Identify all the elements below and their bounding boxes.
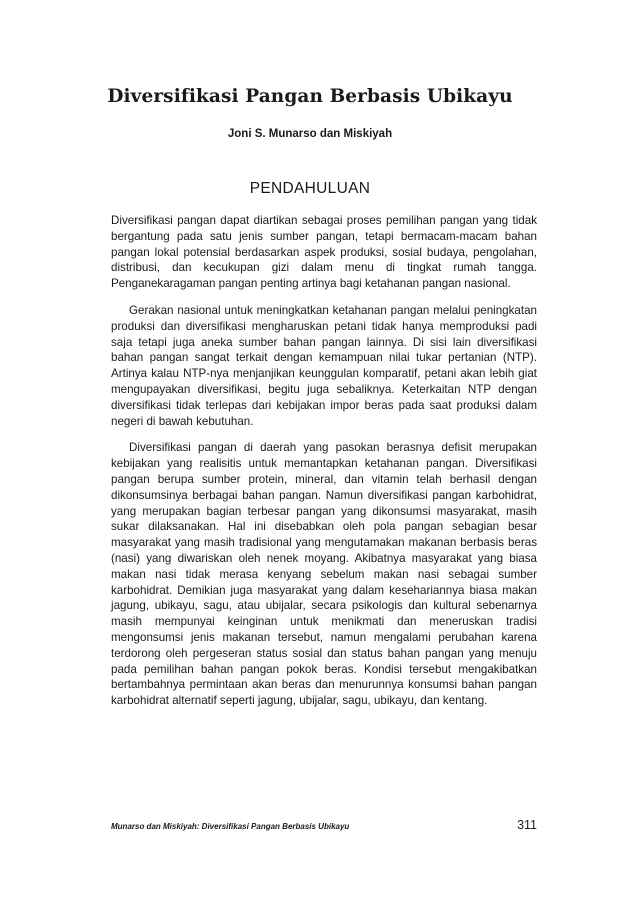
paragraph-3: Diversifikasi pangan di daerah yang pasokan berasnya defisit merupakan kebijakan yang realisitis untuk memantapkan ketahanan pangan. Diversifikasi pangan berupa sumber protein, mineral, dan vitamin telah berhasil dengan dikonsumsinya berbagai bahan pangan. Namun diversifikasi pangan karbohidrat, yang merupakan bagian terbesar pangan yang dikonsumsi masyarakat, masih sukar dilaksanakan. Hal ini disebabkan oleh pola pangan sebagian besar masyarakat yang masih tradisional yang mengutamakan makanan berbasis beras (nasi) yang diwariskan oleh nenek moyang. Akibatnya masyarakat yang biasa makan nasi tidak merasa kenyang sebelum makan nasi sebagai sumber karbohidrat. Demikian juga masyarakat yang dalam kesehariannya biasa makan jagung, ubikayu, sagu, atau ubijalar, secara psikologis dan kultural sebenarnya masih mempunyai keinginan untuk menikmati dan meneruskan tradisi mengonsumsi jenis makanan tersebut, namun mengalami perubahan karena terdorong oleh pergeseran status sosial dan status bahan pangan yang menuju pada pemilihan bahan pangan pokok beras. Kondisi tersebut mengakibatkan bertambahnya permintaan akan beras dan menurunnya konsumsi bahan pangan karbohidrat alternatif seperti jagung, ubijalar, sagu, ubikayu, dan kentang. bbox=[111, 441, 537, 708]
paragraph-1: Diversifikasi pangan dapat diartikan sebagai proses pemilihan pangan yang tidak bergantung pada satu jenis sumber pangan, tetapi bermacam-macam bahan pangan lokal potensial berdasarkan aspek produksi, sosial budaya, pengolahan, distribusi, dan kecukupan gizi dalam menu di tingkat rumah tangga. Penganekaragaman pangan penting artinya bagi ketahanan pangan nasional. bbox=[111, 214, 537, 291]
page-number: 311 bbox=[517, 818, 537, 832]
paper-title: Diversifikasi Pangan Berbasis Ubikayu bbox=[107, 86, 513, 107]
body-text bbox=[111, 213, 537, 720]
section-heading: PENDAHULUAN bbox=[249, 180, 371, 197]
running-footer: Munarso dan Miskiyah: Diversifikasi Pangan Berbasis Ubikayu bbox=[111, 822, 350, 831]
paragraph-2: Gerakan nasional untuk meningkatkan ketahanan pangan melalui peningkatan produksi dan diversifikasi mengharuskan petani tidak hanya memproduksi padi saja tetapi juga aneka sumber bahan pangan lainnya. Di sisi lain diversifikasi bahan pangan sangat terkait dengan kemampuan nilai tukar pertanian (NTP). Artinya kalau NTP-nya menjanjikan keunggulan komparatif, petani akan lebih giat mengupayakan diversifikasi, begitu juga sebaliknya. Keterkaitan NTP dengan diversifikasi tidak terlepas dari kebijakan impor beras pada saat produksi dalam negeri di bawah kebutuhan. bbox=[111, 303, 537, 428]
author-line: Joni S. Munarso dan Miskiyah bbox=[227, 128, 393, 140]
